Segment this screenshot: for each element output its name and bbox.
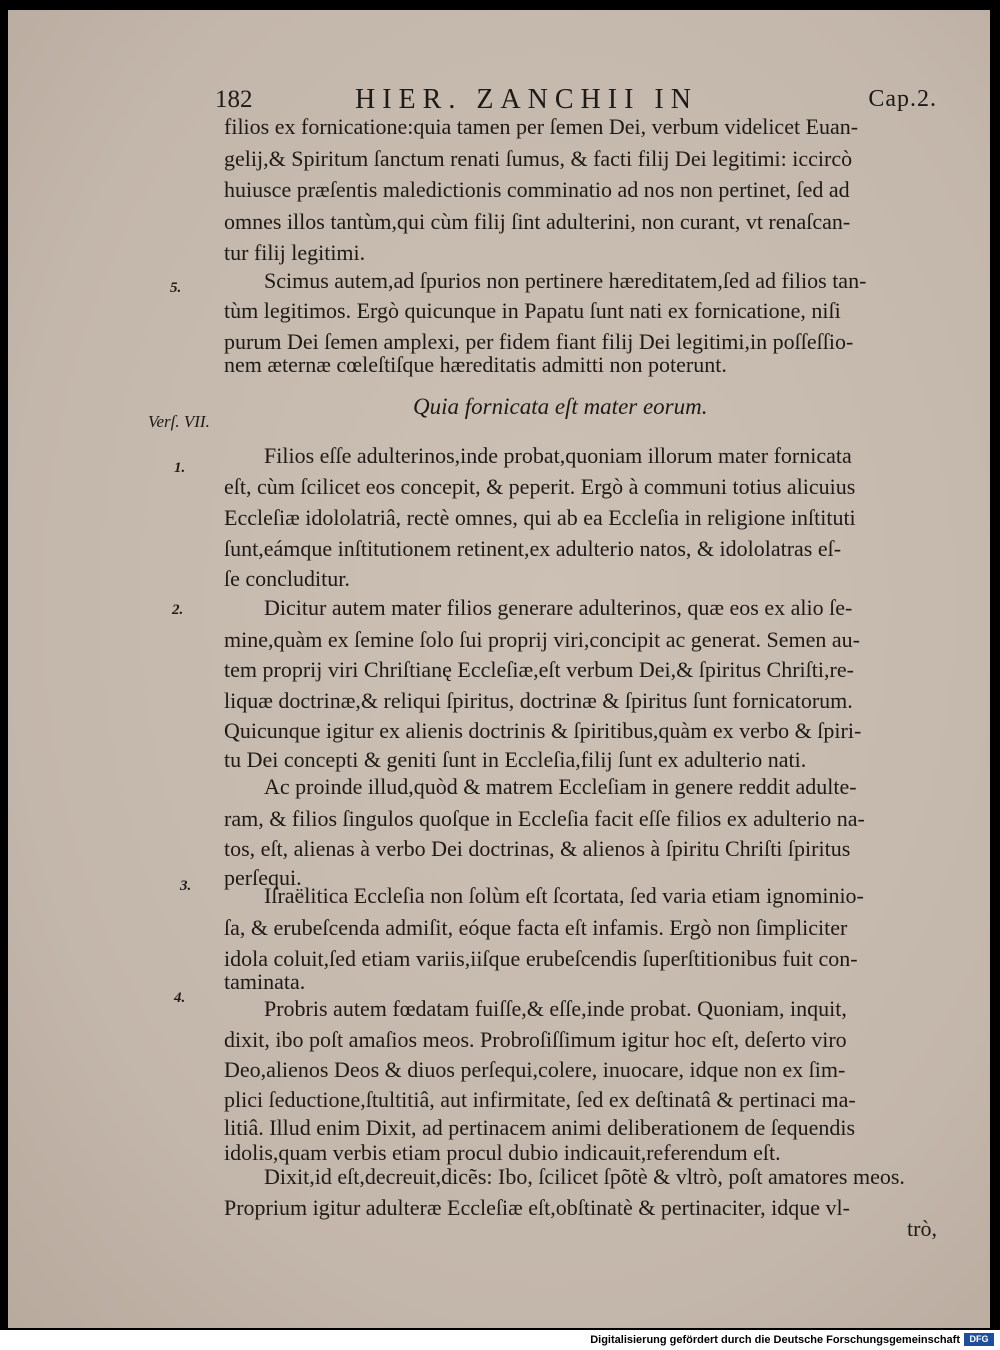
text-line: Dicitur autem mater filios generare adulterinos, quæ eos ex alio ſe- [264, 595, 853, 620]
text-line: perſequi. [224, 865, 302, 890]
margin-note-3: 3. [180, 878, 192, 894]
text-line: plici ſeductione,ſtultitiâ, aut infirmitate, ſed ex deſtinatâ & pertinaci ma- [224, 1087, 856, 1112]
text-line: trò, [907, 1216, 937, 1241]
text-line: filios ex fornicatione:quia tamen per ſemen Dei, verbum videlicet Euan- [224, 114, 859, 139]
text-line: Filios eſſe adulterinos,inde probat,quoniam illorum mater fornicata [264, 443, 852, 468]
text-line: ſunt,eámque inſtitutionem retinent,ex adulterio natos, & idololatras eſ- [224, 536, 842, 561]
margin-note-5: 5. [170, 280, 182, 296]
margin-note-verse: Verſ. VII. [148, 412, 210, 431]
page-number: 182 [215, 86, 253, 113]
text-line: huiusce præſentis maledictionis comminatio ad nos non pertinet, ſed ad [224, 177, 850, 202]
text-line: purum Dei ſemen amplexi, per fidem fiant filij Dei legitimi,in poſſeſſio- [224, 329, 854, 354]
text-line: nem æternæ cœleſtiſque hæreditatis admitti non poterunt. [224, 352, 727, 377]
text-line: idolis,quam verbis etiam procul dubio indicauit,referendum eſt. [224, 1140, 781, 1165]
book-page [8, 10, 990, 1328]
text-line: Dixit,id eſt,decreuit,dicẽs: Ibo, ſcilicet ſpõtè & vltrò, poſt amatores meos. [264, 1164, 905, 1189]
text-line: litiâ. Illud enim Dixit, ad pertinacem animi deliberationem de ſequendis [224, 1115, 856, 1140]
text-line: dixit, ibo poſt amaſios meos. Probroſiſſimum igitur hoc eſt, deſerto viro [224, 1027, 847, 1052]
text-line: Scimus autem,ad ſpurios non pertinere hæreditatem,ſed ad filios tan- [264, 268, 867, 293]
chapter-label: Cap.2. [868, 86, 937, 112]
margin-note-2: 2. [172, 602, 184, 618]
verse-heading: Quia fornicata eſt mater eorum. [413, 394, 708, 419]
margin-note-1: 1. [174, 460, 186, 476]
text-line: Ac proinde illud,quòd & matrem Eccleſiam in genere reddit adulte- [264, 774, 857, 799]
text-line: gelij,& Spiritum ſanctum renati ſumus, & facti filij Dei legitimi: iccircò [224, 146, 853, 171]
text-line: tem proprij viri Chriſtianę Eccleſiæ,eſt verbum Dei,& ſpiritus Chriſti,re- [224, 657, 854, 682]
text-line: tùm legitimos. Ergò quicunque in Papatu ſunt nati ex fornicatione, niſi [224, 298, 841, 323]
text-line: eſt, cùm ſcilicet eos concepit, & peperit. Ergò à communi totius alicuius [224, 474, 856, 499]
text-line: ram, & filios ſingulos quoſque in Eccleſia facit eſſe filios ex adulterio na- [224, 806, 865, 831]
running-title: HIER. ZANCHII IN [355, 84, 698, 115]
text-line: tu Dei concepti & geniti ſunt in Eccleſia,filij ſunt ex adulterio nati. [224, 747, 807, 772]
text-line: tur filij legitimi. [224, 240, 366, 265]
text-line: tos, eſt, alienas à verbo Dei doctrinas, & alienos à ſpiritu Chriſti ſpiritus [224, 836, 851, 861]
text-line: Iſraëlitica Eccleſia non ſolùm eſt ſcortata, ſed varia etiam ignominio- [264, 883, 864, 908]
text-line: ſa, & erubeſcenda admiſit, eóque facta eſt infamis. Ergò non ſimpliciter [224, 915, 848, 940]
text-line: Deo,alienos Deos & diuos perſequi,colere, inuocare, idque non ex ſim- [224, 1057, 846, 1082]
margin-note-4: 4. [174, 990, 186, 1006]
text-line: mine,quàm ex ſemine ſolo ſui proprij viri,concipit ac generat. Semen au- [224, 627, 860, 652]
text-line: Eccleſiæ idololatriâ, rectè omnes, qui ab ea Eccleſia in religione inſtituti [224, 505, 856, 530]
text-line: idola coluit,ſed etiam variis,iiſque erubeſcendis ſuperſtitionibus fuit con- [224, 946, 858, 971]
text-line: liquæ doctrinæ,& reliqui ſpiritus, doctrinæ & ſpiritus ſunt fornicatorum. [224, 688, 853, 713]
text-line: omnes illos tantùm,qui cùm filij ſint adulterini, non curant, vt renaſcan- [224, 209, 851, 234]
text-line: Quicunque igitur ex alienis doctrinis & ſpiritibus,quàm ex verbo & ſpiri- [224, 718, 862, 743]
text-line: taminata. [224, 969, 306, 994]
footer-credit: Digitalisierung gefördert durch die Deutsche Forschungsgemeinschaft [590, 1334, 960, 1346]
dfg-logo-icon: DFG [964, 1333, 994, 1346]
text-line: Probris autem fœdatam fuiſſe,& eſſe,inde probat. Quoniam, inquit, [264, 996, 847, 1021]
text-line: Proprium igitur adulteræ Eccleſiæ eſt,obſtinatè & pertinaciter, idque vl- [224, 1195, 850, 1220]
digitization-footer [0, 1330, 1000, 1350]
text-line: ſe concluditur. [224, 566, 350, 591]
